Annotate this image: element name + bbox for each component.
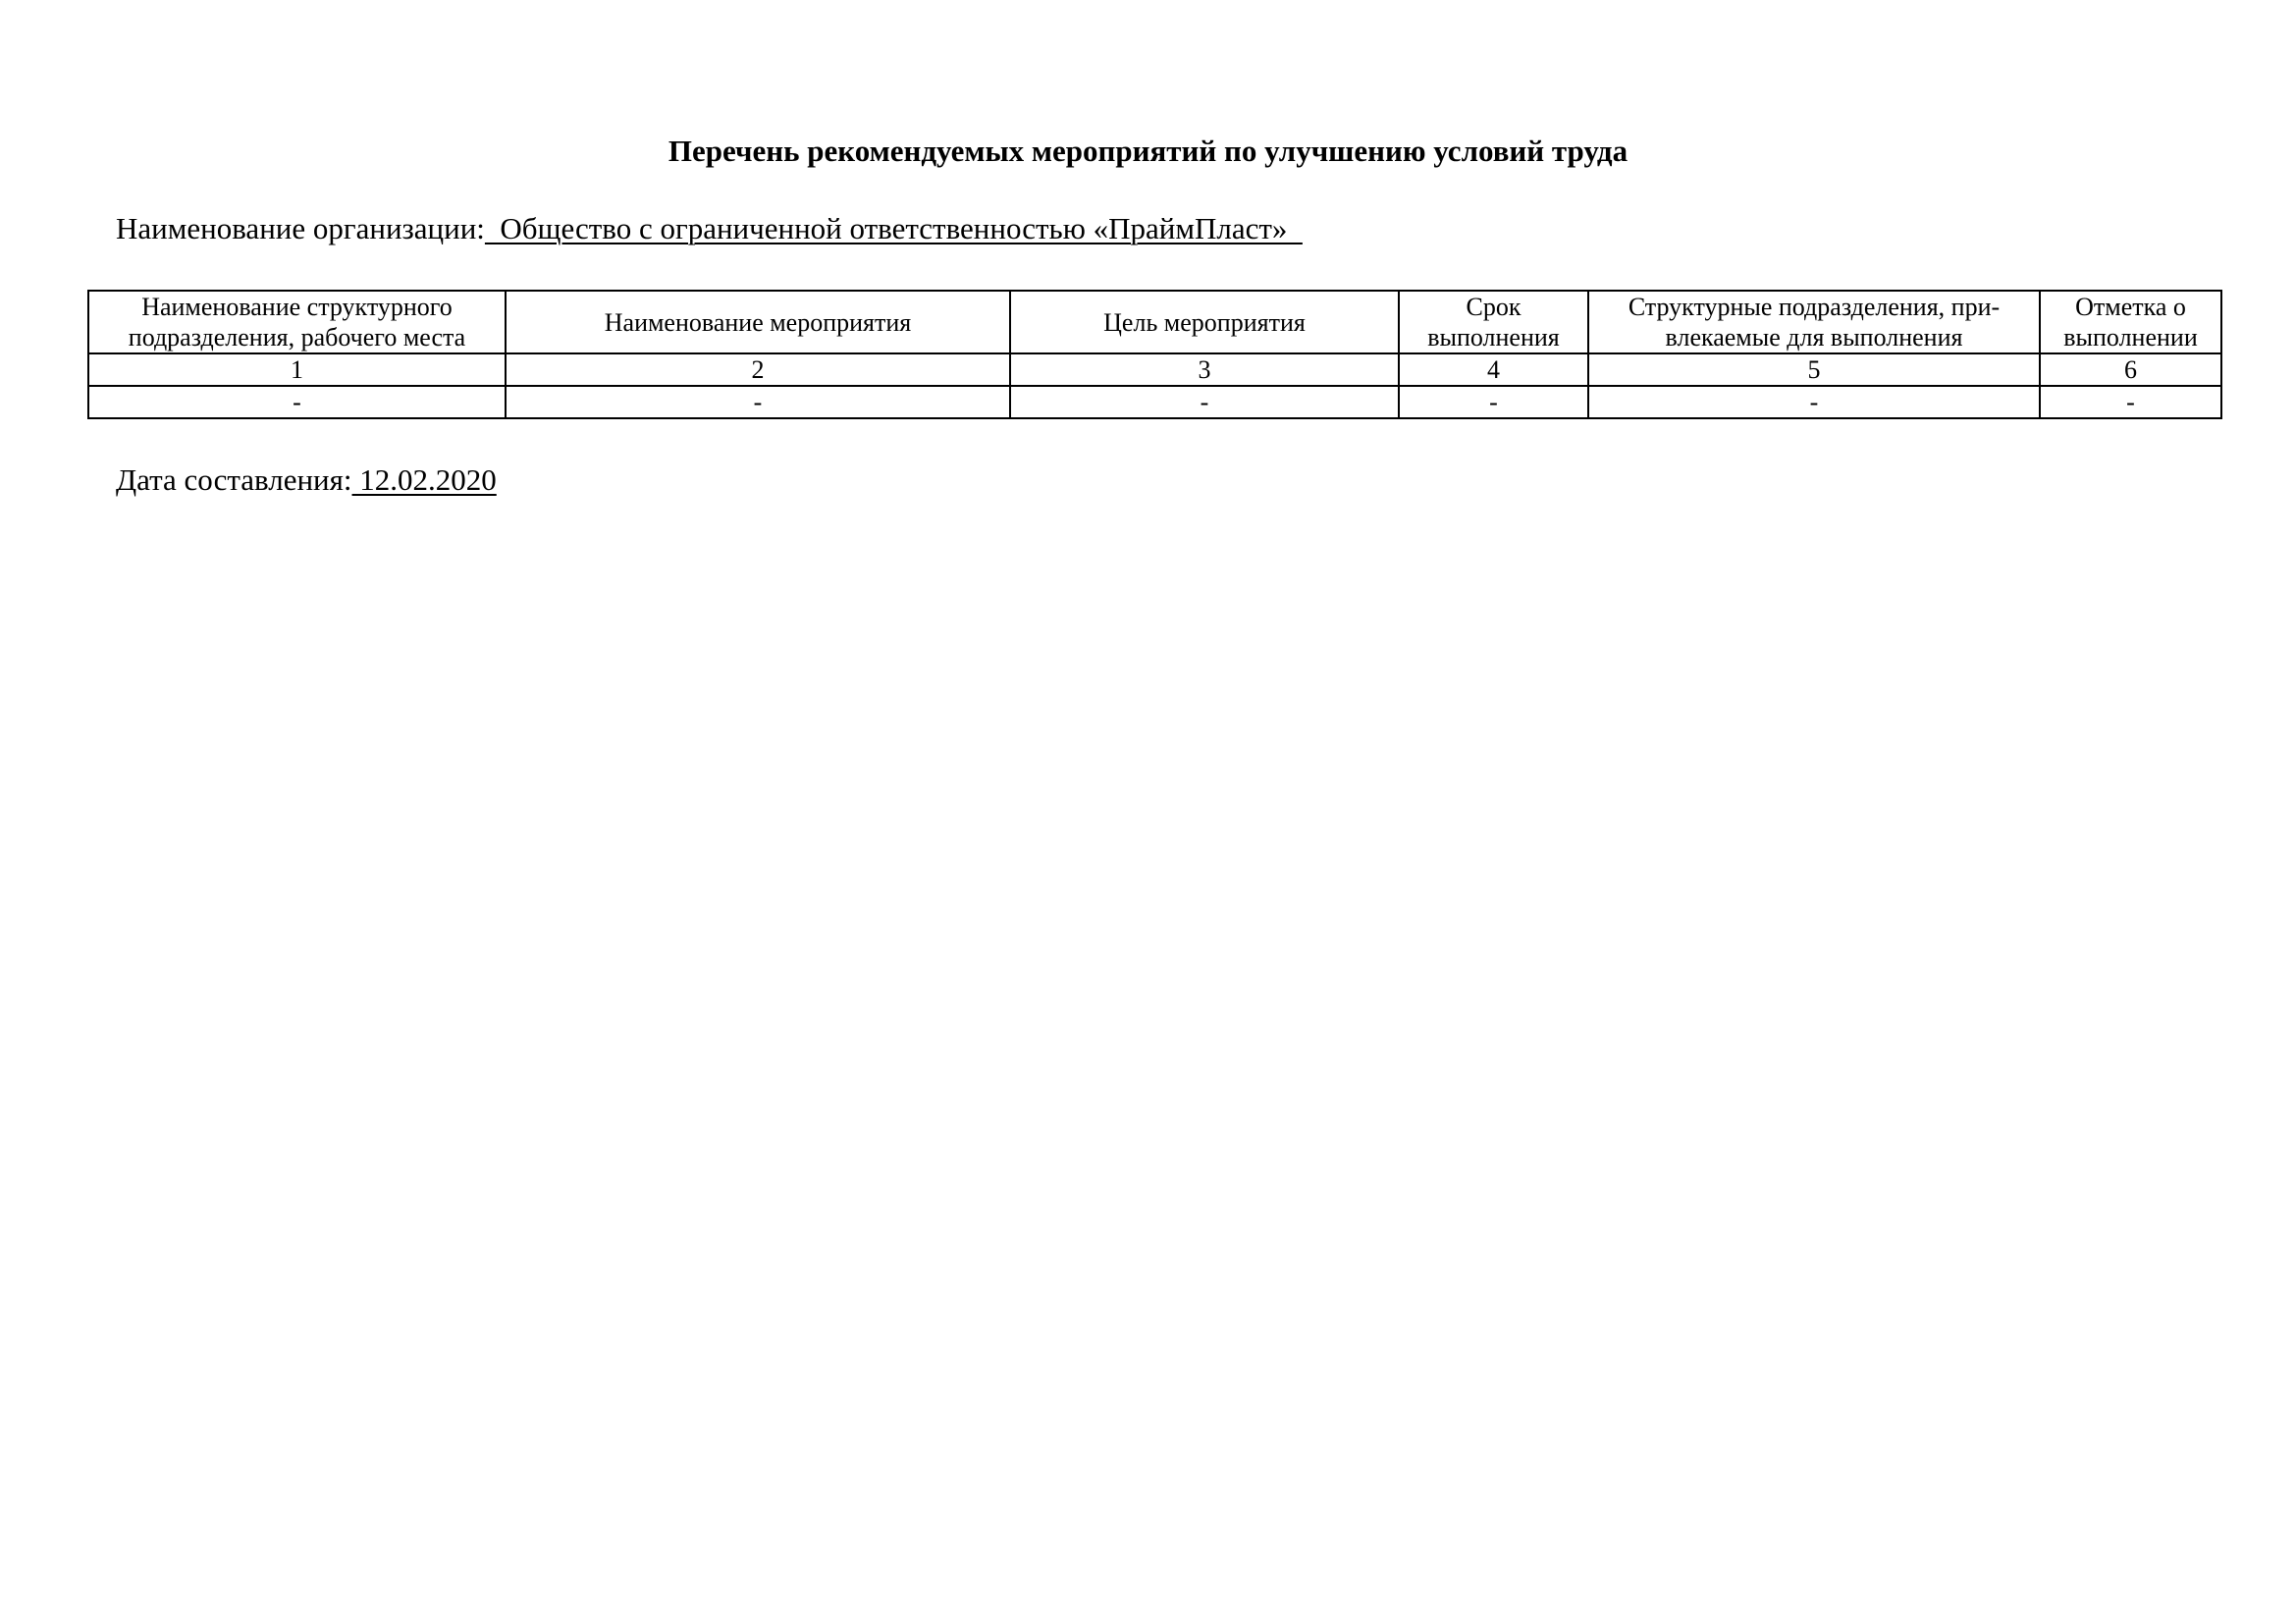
organization-line [116,209,1303,248]
table-cell: - [506,386,1010,418]
measures-table [87,290,2222,419]
table-cell: - [1399,386,1588,418]
column-number-cell: 4 [1399,353,1588,386]
header-text: выполнении [2063,323,2198,352]
table-row [88,386,2221,418]
header-text: Структурные подразделения, при- [1628,293,2001,321]
header-text: влекаемые для выполнения [1665,323,1963,352]
header-text: выполнения [1427,323,1560,352]
column-number-cell: 3 [1010,353,1399,386]
header-cell-departments [1588,291,2040,353]
header-cell-goal [1010,291,1399,353]
header-cell-completion-mark [2040,291,2221,353]
column-number-cell: 5 [1588,353,2040,386]
date-value: 12.02.2020 [351,462,497,497]
date-line [116,460,497,500]
table-header-row [88,291,2221,353]
column-number-cell: 6 [2040,353,2221,386]
header-cell-deadline [1399,291,1588,353]
column-number-cell: 1 [88,353,506,386]
header-cell-workplace [88,291,506,353]
table-cell: - [2040,386,2221,418]
header-text: Срок [1466,293,1522,321]
document-title: Перечень рекомендуемых мероприятий по улучшению условий труда [667,134,1629,168]
header-text: Цель мероприятия [1103,307,1306,337]
column-number-row [88,353,2221,386]
organization-name: Общество с ограниченной ответственностью «ПраймПласт» [484,211,1303,245]
table-cell: - [88,386,506,418]
header-text: подразделения, рабочего места [128,323,466,352]
header-cell-measure [506,291,1010,353]
header-text: Наименование структурного [141,293,453,321]
table-cell: - [1010,386,1399,418]
date-label: Дата составления: [116,462,352,497]
header-text: Отметка о [2075,293,2186,321]
column-number-cell: 2 [506,353,1010,386]
table-cell: - [1588,386,2040,418]
header-text: Наименование мероприятия [604,307,912,337]
organization-label: Наименование организации: [116,211,485,245]
